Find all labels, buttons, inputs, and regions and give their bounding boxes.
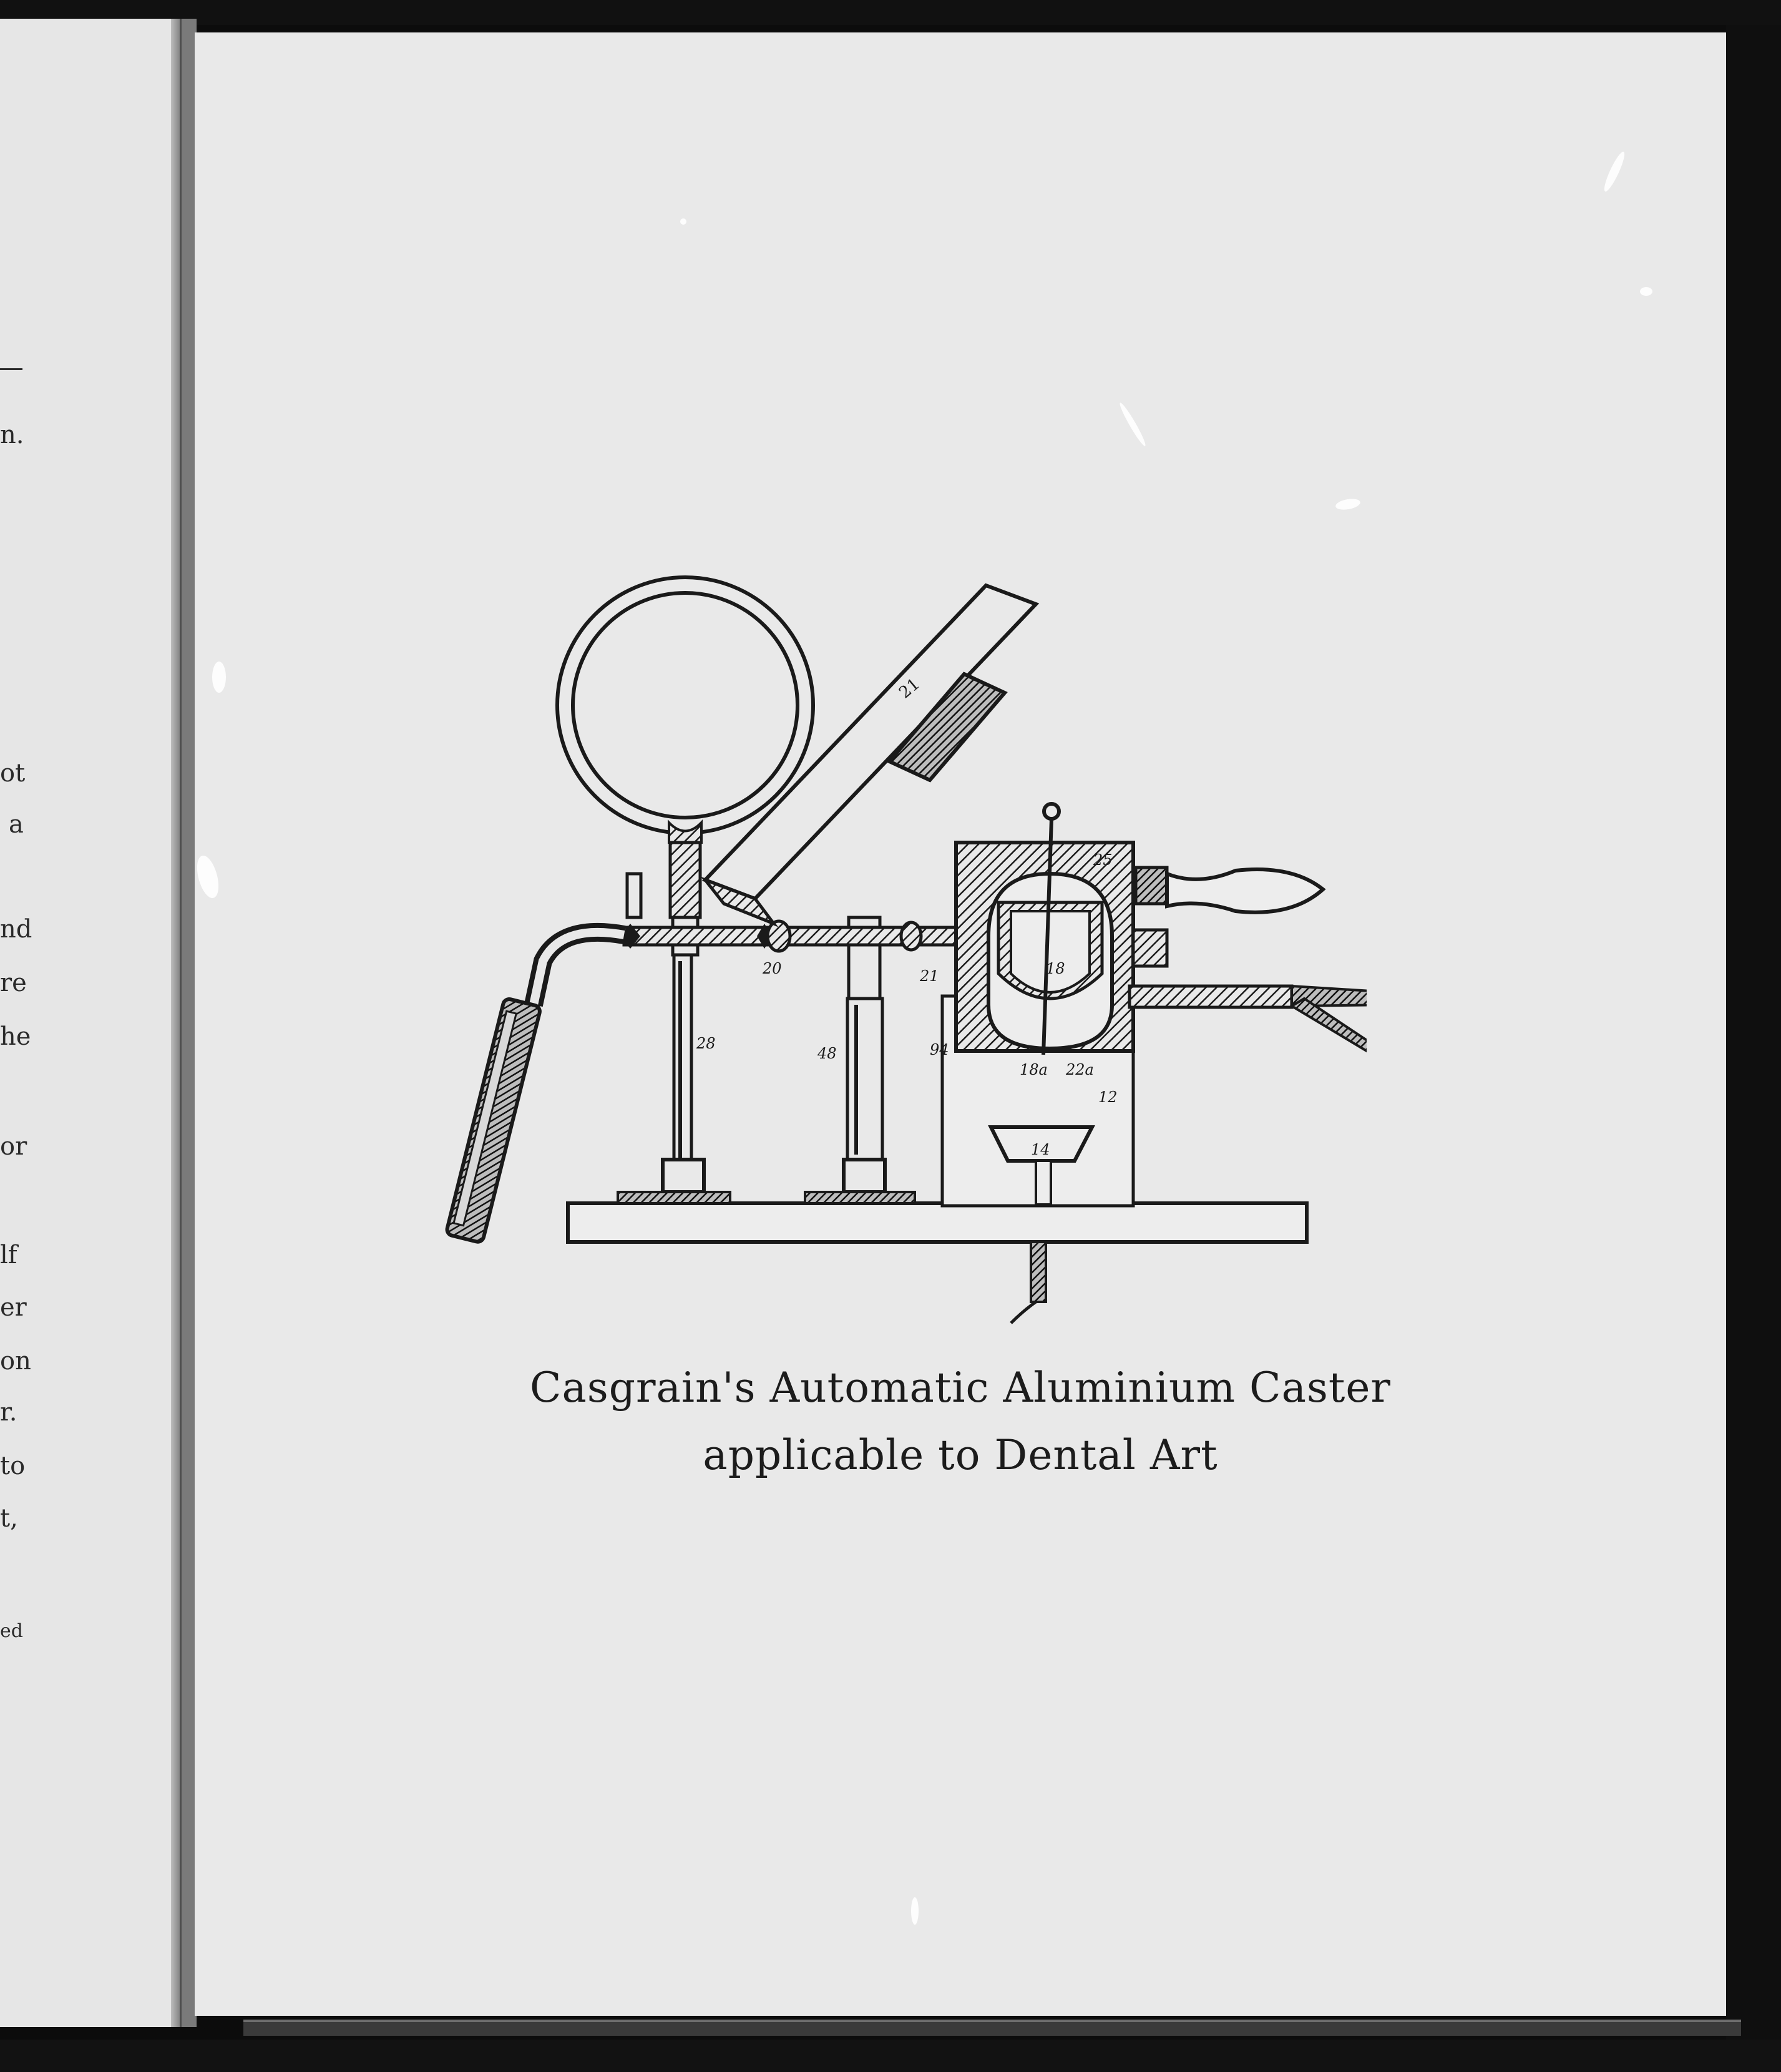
part-label: 14 xyxy=(1031,1141,1050,1158)
part-label: 21 xyxy=(920,967,939,985)
dust-speck xyxy=(680,218,686,225)
part-label: 12 xyxy=(1098,1088,1118,1106)
left-page-fragment: nd xyxy=(0,915,32,944)
part-label: 48 xyxy=(817,1045,837,1062)
left-page-fragment: re xyxy=(0,969,27,997)
scan-top-border xyxy=(0,0,1781,25)
gas-pipe xyxy=(534,874,1011,1005)
dust-speck xyxy=(1640,287,1652,296)
svg-text:21: 21 xyxy=(895,675,924,703)
figure-caption xyxy=(195,1354,1726,1489)
left-page-fragment: to xyxy=(0,1452,26,1480)
left-page-fragment: on xyxy=(0,1347,31,1376)
left-page-fragment: n. xyxy=(0,421,24,449)
scan-right-border xyxy=(1726,25,1781,2040)
ring-stand xyxy=(557,577,813,1203)
part-label: 22a xyxy=(1066,1061,1094,1078)
left-page-rule xyxy=(0,368,22,370)
caption-line-1: Casgrain's Automatic Aluminium Caster xyxy=(530,1364,1391,1412)
part-label: 18 xyxy=(1046,960,1065,977)
base-plate xyxy=(568,1203,1307,1242)
left-page-edge xyxy=(0,19,180,2027)
left-page-fragment: er xyxy=(0,1293,27,1322)
part-label: 25 xyxy=(1093,851,1113,869)
part-label: 94 xyxy=(930,1041,949,1058)
left-page-fragment: he xyxy=(0,1022,31,1051)
scan-bottom-strip xyxy=(243,2020,1741,2036)
left-page-fragment: or xyxy=(0,1132,27,1161)
burner-tube xyxy=(446,998,541,1243)
left-page-fragment: ot xyxy=(0,759,26,788)
part-label: 18a xyxy=(1020,1061,1048,1078)
binding-gutter xyxy=(180,19,197,2027)
dust-speck xyxy=(212,662,226,693)
left-page-fragment: t, xyxy=(0,1504,18,1533)
dust-speck xyxy=(911,1897,919,1925)
left-page-fragment: a xyxy=(9,810,24,839)
part-label: 28 xyxy=(696,1035,716,1052)
left-page-fragment: lf xyxy=(0,1241,17,1269)
left-page-fragment: r. xyxy=(0,1398,17,1427)
page-cut-edge xyxy=(171,19,180,2027)
left-page-fragment: ed xyxy=(0,1620,23,1642)
part-label: 20 xyxy=(763,960,782,977)
caption-line-2: applicable to Dental Art xyxy=(703,1431,1218,1479)
caster-illustration xyxy=(431,568,1367,1342)
scan-bottom-border xyxy=(0,2040,1781,2072)
